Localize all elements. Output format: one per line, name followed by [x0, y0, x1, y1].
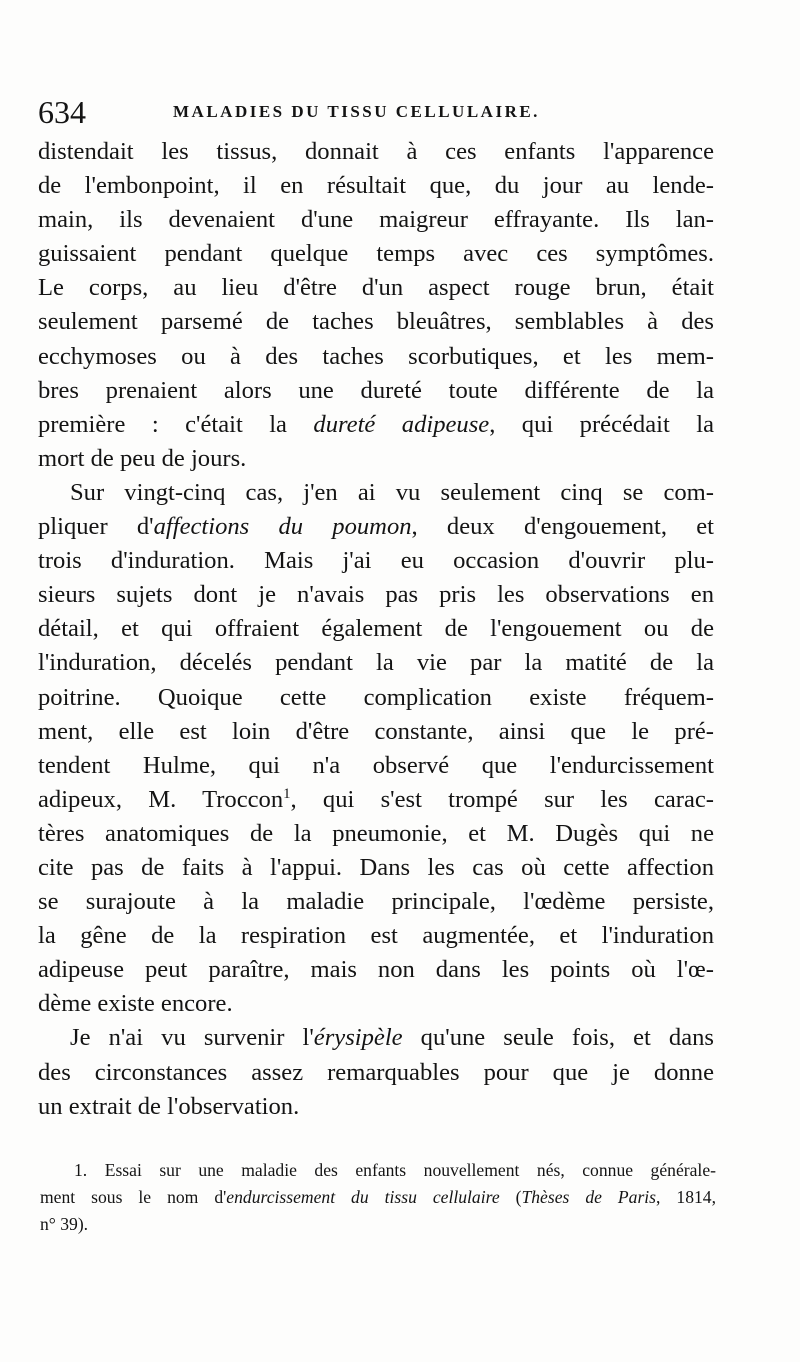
body-text: [38, 135, 714, 1124]
page-number: 634: [38, 94, 86, 130]
text-line: seulement parsemé de taches bleuâtres, semblables à des: [38, 308, 714, 336]
footnote-line: n° 39).: [40, 1214, 89, 1234]
text-run: , deux d'engouement, et: [411, 513, 714, 541]
text-run: adipeux, M. Troccon: [38, 785, 284, 813]
text-line: [38, 408, 714, 442]
italic-term: affections du poumon: [153, 513, 412, 541]
text-line: un extrait de l'observation.: [38, 1092, 300, 1120]
italic-title: endurcissement du tissu cellulaire: [226, 1187, 500, 1207]
footnote-ref[interactable]: 1: [283, 785, 291, 802]
paragraph: [38, 476, 714, 1022]
running-title: MALADIES DU TISSU CELLULAIRE.: [173, 102, 540, 121]
page-header: [38, 92, 718, 132]
text-line: main, ils devenaient d'une maigreur effrayante. Ils lan-: [38, 206, 714, 234]
text-run: première : c'était la: [38, 410, 314, 438]
text-run: ment sous le nom d': [40, 1187, 227, 1207]
text-line: trois d'induration. Mais j'ai eu occasion d'ouvrir plu-: [38, 547, 714, 575]
italic-title: Thèses de Paris: [521, 1187, 657, 1207]
text-line: Le corps, au lieu d'être d'un aspect rouge brun, était: [38, 274, 714, 302]
text-line: Sur vingt-cinq cas, j'en ai vu seulement cinq se com-: [70, 478, 714, 506]
text-run: Essai sur une maladie des enfants nouvellement nés, connue générale-: [104, 1160, 716, 1180]
text-line: [38, 783, 714, 817]
text-run: (: [499, 1187, 522, 1207]
text-line: distendait les tissus, donnait à ces enfants l'apparence: [38, 138, 714, 165]
text-line: ment, elle est loin d'être constante, ainsi que le pré-: [38, 717, 714, 745]
paragraph: [38, 1021, 714, 1123]
footnote-line: [40, 1184, 716, 1211]
text-line: guissaient pendant quelque temps avec ces symptômes.: [38, 240, 714, 268]
footnote-line: [40, 1157, 716, 1184]
text-line: des circonstances assez remarquables pour que je donne: [38, 1058, 714, 1086]
text-line: sieurs sujets dont je n'avais pas pris les observations en: [38, 581, 714, 609]
text-run: , 1814,: [656, 1187, 717, 1207]
text-line: détail, et qui offraient également de l'engouement ou de: [38, 615, 714, 643]
text-line: [38, 510, 714, 544]
text-line: adipeuse peut paraître, mais non dans les points où l'œ-: [38, 956, 714, 984]
text-line: de l'embonpoint, il en résultait que, du jour au lende-: [38, 172, 714, 200]
text-run: , qui précédait la: [489, 410, 714, 438]
text-line: se surajoute à la maladie principale, l'œdème persiste,: [38, 888, 714, 916]
text-line: mort de peu de jours.: [38, 444, 247, 472]
text-line: dème existe encore.: [38, 990, 233, 1018]
text-run: Je n'ai vu survenir l': [70, 1024, 314, 1052]
text-line: poitrine. Quoique cette complication existe fréquem-: [38, 683, 714, 711]
italic-term: dureté adipeuse: [313, 410, 490, 438]
italic-term: érysipèle: [313, 1024, 403, 1052]
footnote-marker: 1.: [74, 1160, 88, 1180]
text-line: tendent Hulme, qui n'a observé que l'endurcissement: [38, 751, 714, 779]
text-line: la gêne de la respiration est augmentée, et l'induration: [38, 922, 714, 950]
text-line: cite pas de faits à l'appui. Dans les cas où cette affection: [38, 853, 714, 881]
footnote: [40, 1157, 716, 1238]
text-run: qu'une seule fois, et dans: [402, 1024, 714, 1052]
text-run: , qui s'est trompé sur les carac-: [290, 785, 714, 813]
text-line: tères anatomiques de la pneumonie, et M. Dugès qui ne: [38, 819, 714, 847]
text-line: bres prenaient alors une dureté toute différente de la: [38, 376, 714, 404]
text-line: ecchymoses ou à des taches scorbutiques, et les mem-: [38, 342, 714, 370]
text-run: pliquer d': [38, 513, 154, 541]
text-line: [38, 1021, 714, 1055]
text-line: l'induration, décelés pendant la vie par la matité de la: [38, 649, 714, 677]
paragraph: [38, 135, 714, 476]
